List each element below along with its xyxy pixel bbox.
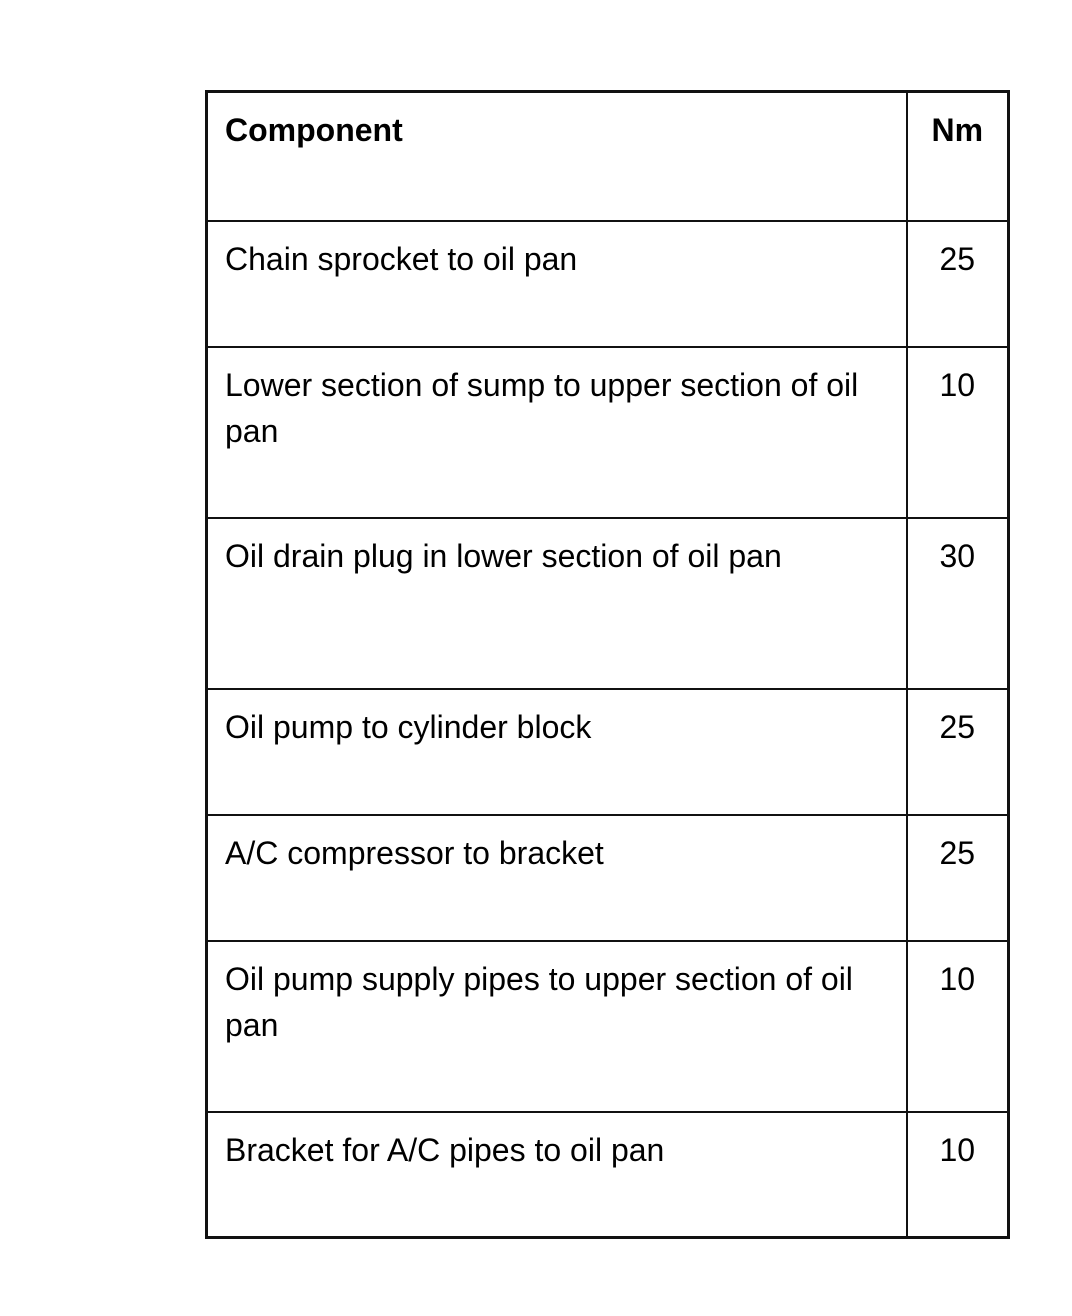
component-cell: Oil pump supply pipes to upper section of oil pan: [207, 941, 907, 1112]
table-body: [207, 221, 1009, 1238]
table-row: [207, 1112, 1009, 1238]
component-cell: Oil pump to cylinder block: [207, 689, 907, 815]
header-nm: Nm: [907, 92, 1009, 221]
nm-cell: 25: [907, 815, 1009, 941]
table-row: [207, 221, 1009, 347]
table-row: [207, 689, 1009, 815]
component-cell: Lower section of sump to upper section of oil pan: [207, 347, 907, 518]
table-row: [207, 815, 1009, 941]
component-cell: A/C compressor to bracket: [207, 815, 907, 941]
component-cell: Bracket for A/C pipes to oil pan: [207, 1112, 907, 1238]
table-row: [207, 347, 1009, 518]
nm-cell: 25: [907, 221, 1009, 347]
table-row: [207, 941, 1009, 1112]
nm-cell: 10: [907, 347, 1009, 518]
header-component: Component: [207, 92, 907, 221]
component-cell: Oil drain plug in lower section of oil pan: [207, 518, 907, 689]
component-cell: Chain sprocket to oil pan: [207, 221, 907, 347]
nm-cell: 10: [907, 941, 1009, 1112]
nm-cell: 25: [907, 689, 1009, 815]
table-header-row: [207, 92, 1009, 221]
torque-table: [205, 90, 1010, 1239]
nm-cell: 10: [907, 1112, 1009, 1238]
table-row: [207, 518, 1009, 689]
table-header: [207, 92, 1009, 221]
nm-cell: 30: [907, 518, 1009, 689]
